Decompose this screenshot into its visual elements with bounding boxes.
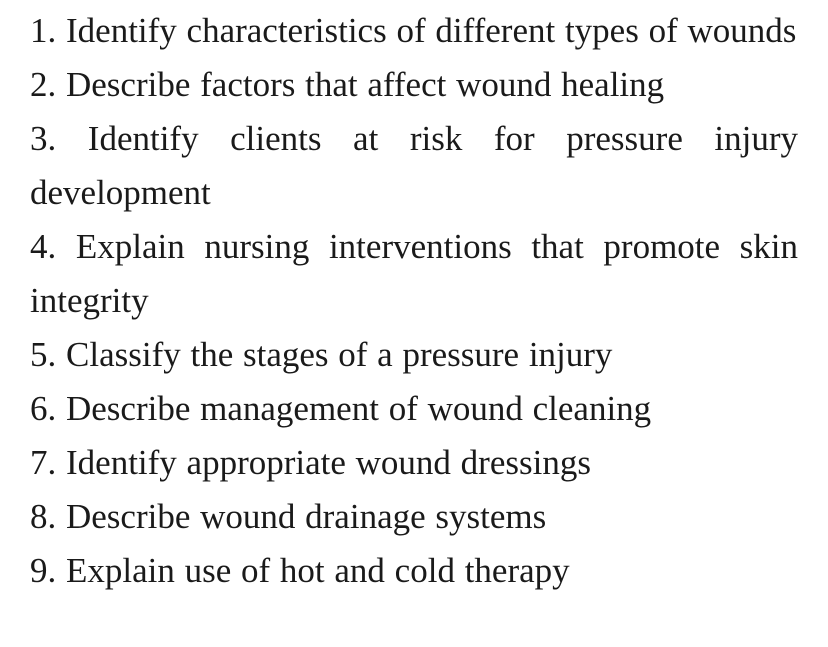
objective-number: 1. xyxy=(30,11,57,50)
objective-number: 6. xyxy=(30,389,57,428)
objective-item xyxy=(30,490,798,544)
objective-number: 7. xyxy=(30,443,57,482)
objective-item xyxy=(30,4,798,58)
objective-item xyxy=(30,58,798,112)
objective-item xyxy=(30,382,798,436)
objective-text: Describe wound drainage systems xyxy=(66,497,547,536)
objectives-list xyxy=(30,4,798,598)
objective-item xyxy=(30,544,798,598)
objective-number: 8. xyxy=(30,497,57,536)
objective-text: Describe management of wound cleaning xyxy=(66,389,652,428)
objective-text: Describe factors that affect wound healing xyxy=(66,65,665,104)
objective-item xyxy=(30,328,798,382)
objective-text: Explain use of hot and cold therapy xyxy=(66,551,570,590)
objective-item xyxy=(30,436,798,490)
objective-number: 9. xyxy=(30,551,57,590)
objective-text: Identify appropriate wound dressings xyxy=(66,443,591,482)
objective-text: Explain nursing interventions that promote skin integrity xyxy=(30,227,799,320)
objective-number: 3. xyxy=(30,119,57,158)
objective-text: Classify the stages of a pressure injury xyxy=(66,335,613,374)
objective-number: 4. xyxy=(30,227,57,266)
objective-text: Identify clients at risk for pressure injury development xyxy=(30,119,799,212)
objective-number: 5. xyxy=(30,335,57,374)
objective-text: Identify characteristics of different types of wounds xyxy=(66,11,797,50)
objective-item xyxy=(30,220,798,328)
objective-number: 2. xyxy=(30,65,57,104)
objective-item xyxy=(30,112,798,220)
